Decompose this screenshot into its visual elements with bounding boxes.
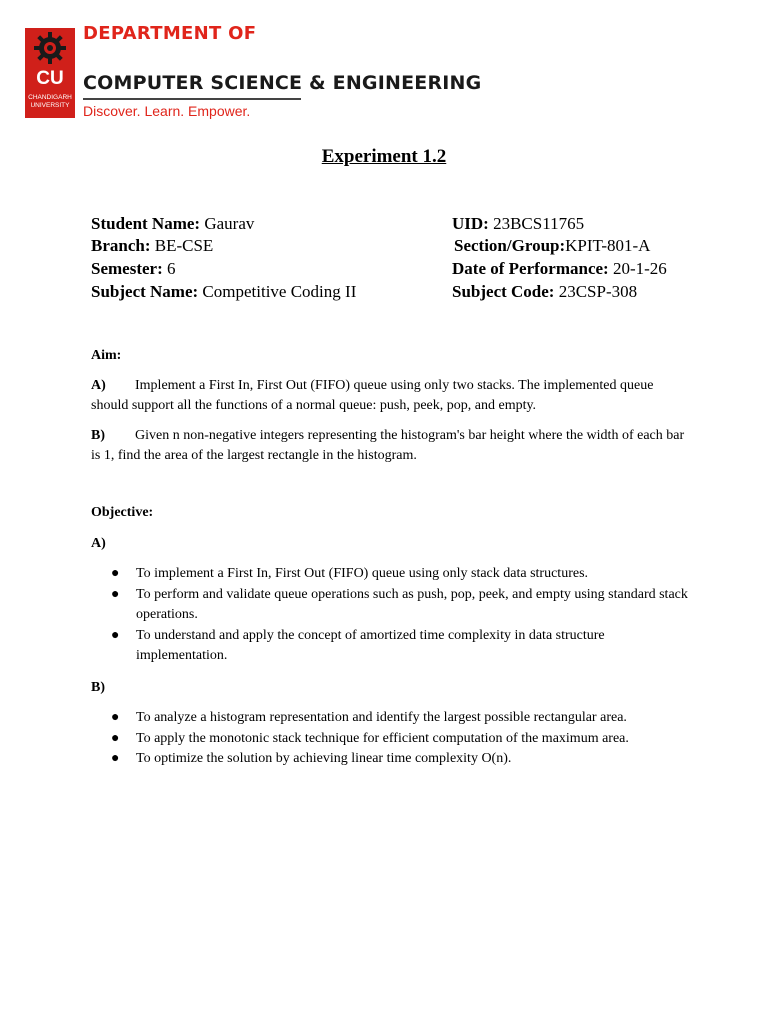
objective-heading: Objective: <box>91 505 154 520</box>
subject-name-label: Subject Name: <box>91 282 199 301</box>
uid-value: 23BCS11765 <box>493 214 585 233</box>
bullet-icon: ● <box>111 566 120 581</box>
aim-part-b <box>91 426 691 466</box>
header-divider <box>83 98 301 100</box>
semester-label: Semester: <box>91 259 163 278</box>
page-title: Experiment 1.2 <box>321 146 447 167</box>
subject-code-label: Subject Code: <box>452 282 555 301</box>
student-name-label: Student Name: <box>91 214 201 233</box>
aim-heading: Aim: <box>91 348 122 363</box>
department-heading: DEPARTMENT OF <box>83 23 257 44</box>
bullet-icon: ● <box>111 730 120 746</box>
subject-code-value: 23CSP-308 <box>558 282 638 301</box>
section-label: Section/Group: <box>454 236 566 255</box>
section-value: KPIT-801-A <box>565 236 651 255</box>
bullet-icon: ● <box>111 710 120 725</box>
semester-value: 6 <box>167 259 176 278</box>
student-name-field <box>91 214 254 234</box>
subject-name-field <box>91 282 356 302</box>
uid-field <box>452 214 584 234</box>
list-item: ● To understand and apply the concept of amortized time complexity in data structure implementation. <box>111 627 605 663</box>
list-item: ● To optimize the solution by achieving linear time complexity O(n). <box>91 749 691 770</box>
objective-a-label: A) <box>91 536 106 551</box>
aim-part-a <box>91 376 691 416</box>
bullet-icon: ● <box>111 751 120 766</box>
logo-subtext: CHANDIGARH UNIVERSITY <box>28 94 72 109</box>
subject-name-value: Competitive Coding II <box>202 282 357 301</box>
logo-text: CU <box>36 68 64 89</box>
list-item: ● To perform and validate queue operations such as push, pop, peek, and empty using standard stack operations. <box>111 586 688 622</box>
branch-field <box>91 236 213 256</box>
date-value: 20-1-26 <box>612 259 667 278</box>
bullet-icon: ● <box>111 586 120 602</box>
university-logo <box>25 28 75 118</box>
aim-b-text: Given n non-negative integers representing the histogram's bar height where the width of each bar is 1, find the area of the largest rectangle in the histogram. <box>91 428 685 463</box>
list-item: ● To implement a First In, First Out (FIFO) queue using only stack data structures. <box>91 564 691 585</box>
bullet-icon: ● <box>111 627 120 643</box>
tagline: Discover. Learn. Empower. <box>83 103 251 119</box>
gear-emblem-icon <box>33 31 67 65</box>
subject-code-field <box>452 282 637 302</box>
uid-label: UID: <box>452 214 489 233</box>
section-field <box>454 236 650 256</box>
list-item: ● To analyze a histogram representation and identify the largest possible rectangular area. <box>91 708 691 729</box>
student-name-value: Gaurav <box>204 214 255 233</box>
objective-b-label: B) <box>91 680 105 695</box>
department-name: COMPUTER SCIENCE & ENGINEERING <box>83 72 482 94</box>
branch-label: Branch: <box>91 236 151 255</box>
semester-field <box>91 259 176 279</box>
date-label: Date of Performance: <box>452 259 609 278</box>
objective-a-list <box>91 564 691 667</box>
aim-a-text: Implement a First In, First Out (FIFO) queue using only two stacks. The implemented queue should support all the functions of a normal queue: push, peek, pop, and empty. <box>91 378 654 413</box>
objective-b-list <box>91 708 691 770</box>
branch-value: BE-CSE <box>154 236 214 255</box>
aim-a-label: A) <box>91 378 106 393</box>
list-item: ● To apply the monotonic stack technique for efficient computation of the maximum area. <box>91 729 691 750</box>
date-field <box>452 259 667 279</box>
aim-b-label: B) <box>91 428 105 443</box>
